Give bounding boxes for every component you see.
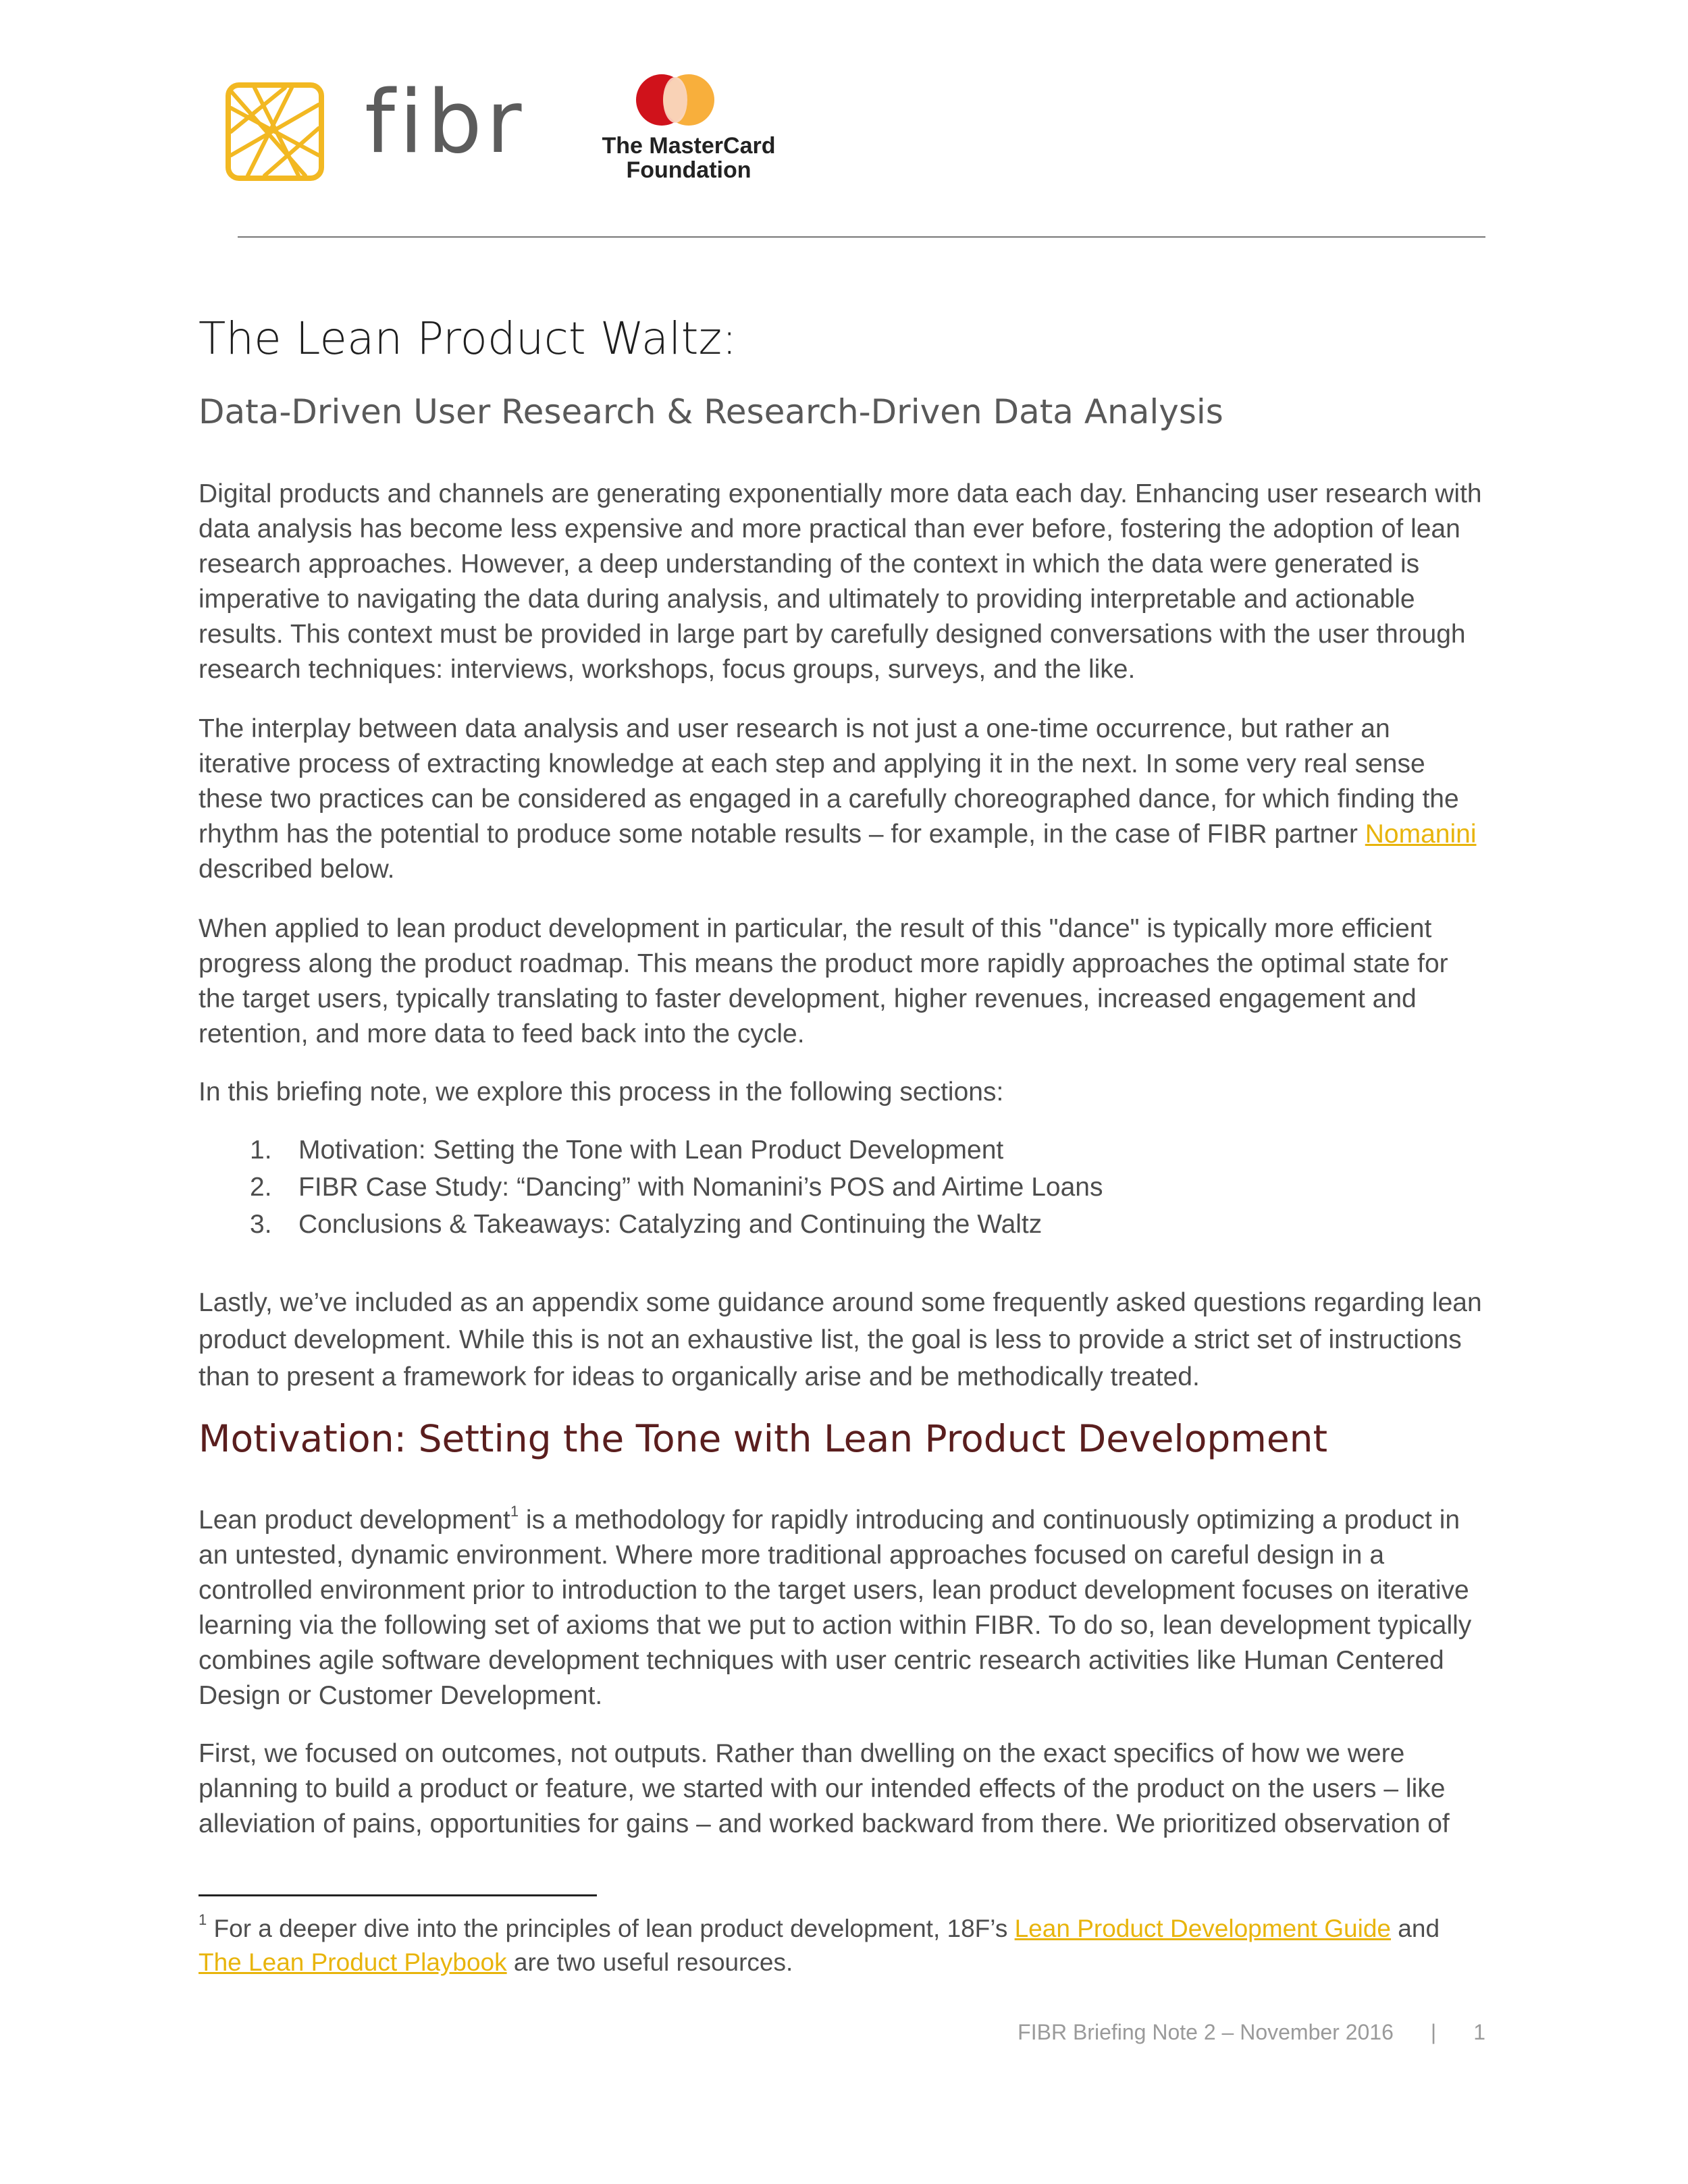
intro-paragraph-1: Digital products and channels are generating exponentially more data each day. Enhancing user research with data analysis has become less expensive and more practical than ever before, fostering the adoption of lean research approaches. However, a deep understanding of the context in which the data were generated is imperative to navigating the data during analysis, and ultimately to providing interpretable and actionable results. This context must be provided in large part by carefully designed conversations with the user through research techniques: interviews, workshops, focus groups, surveys, and the like.	[199, 479, 1482, 684]
motivation-paragraph-1	[199, 1503, 1488, 1713]
list-item-text: FIBR Case Study: “Dancing” with Nomanini’s POS and Airtime Loans	[298, 1173, 1103, 1202]
lean-product-playbook-link[interactable]: The Lean Product Playbook	[199, 1948, 507, 1976]
list-item-number: 1.	[250, 1136, 272, 1165]
intro-paragraph-4: In this briefing note, we explore this process in the following sections:	[199, 1077, 1004, 1107]
list-item	[250, 1206, 1103, 1243]
footnote-text-start: For a deeper dive into the principles of lean product development, 18F’s	[207, 1915, 1015, 1942]
page-footer	[878, 2020, 1485, 2045]
footer-separator: |	[1430, 2020, 1437, 2044]
page-number: 1	[1473, 2020, 1485, 2044]
list-item	[250, 1131, 1103, 1169]
motivation-paragraph-1-rest: is a methodology for rapidly introducing and continuously optimizing a product in an untested, dynamic environment. Where more traditional approaches focused on careful design in a controlled environment prior to introduction to the target users, lean product development focuses on iterative learning via the following set of axioms that we put to action within FIBR. To do so, lean development typically combines agile software development techniques with user centric research activities like Human Centered Design or Customer Development.	[199, 1506, 1472, 1710]
list-item-text: Motivation: Setting the Tone with Lean Product Development	[298, 1136, 1004, 1165]
list-item-number: 2.	[250, 1173, 272, 1202]
document-subtitle: Data-Driven User Research & Research-Driven Data Analysis	[199, 392, 1223, 431]
fibr-logo-icon	[224, 81, 325, 182]
intro-paragraph-2-end: described below.	[199, 855, 395, 884]
fibr-wordmark: fibr	[365, 72, 526, 173]
footnote-text-middle: and	[1391, 1915, 1440, 1942]
list-item-number: 3.	[250, 1210, 272, 1239]
intro-paragraph-2	[199, 712, 1488, 887]
footnote-mark: 1	[199, 1911, 207, 1928]
intro-paragraph-3: When applied to lean product development in particular, the result of this "dance" is typically more efficient progress along the product roadmap. This means the product more rapidly approaches the optimal state for the target users, typically translating to faster development, higher revenues, increased engagement and retention, and more data to feed back into the cycle.	[199, 914, 1448, 1048]
mastercard-name-line1: The MasterCard	[602, 133, 776, 159]
intro-paragraph-2-text: The interplay between data analysis and user research is not just a one-time occurrence, but rather an iterative process of extracting knowledge at each step and applying it in the next. In some very real sense these two practices can be considered as engaged in a carefully choreographed dance, for which finding the rhythm has the potential to produce some notable results – for example, in the case of FIBR partner	[199, 714, 1459, 849]
mastercard-foundation-logo-icon	[625, 66, 726, 134]
footnote-text-end: are two useful resources.	[506, 1948, 793, 1976]
list-item	[250, 1169, 1103, 1206]
footer-label: FIBR Briefing Note 2 – November 2016	[1018, 2020, 1394, 2044]
nomanini-link[interactable]: Nomanini	[1365, 820, 1477, 849]
motivation-paragraph-1-start: Lean product development	[199, 1506, 510, 1535]
mastercard-name-line2: Foundation	[626, 157, 751, 183]
footnote	[199, 1912, 1488, 1979]
footnote-reference[interactable]: 1	[510, 1503, 519, 1520]
lean-product-development-guide-link[interactable]: Lean Product Development Guide	[1014, 1915, 1392, 1942]
section-heading-motivation: Motivation: Setting the Tone with Lean Product Development	[199, 1417, 1328, 1460]
motivation-paragraph-2: First, we focused on outcomes, not outputs. Rather than dwelling on the exact specifics of how we were planning to build a product or feature, we started with our intended effects of the product on the users – like alleviation of pains, opportunities for gains – and worked backward from there. We prioritized observation of	[199, 1739, 1450, 1838]
mastercard-foundation-name	[554, 134, 824, 182]
appendix-paragraph: Lastly, we’ve included as an appendix some guidance around some frequently asked questions regarding lean product development. While this is not an exhaustive list, the goal is less to provide a strict set of instructions than to present a framework for ideas to organically arise and be methodically treated.	[199, 1288, 1482, 1391]
header-divider	[238, 236, 1485, 238]
footnote-divider	[199, 1894, 597, 1896]
sections-list	[250, 1131, 1103, 1243]
document-title: The Lean Product Waltz:	[199, 313, 737, 365]
list-item-text: Conclusions & Takeaways: Catalyzing and Continuing the Waltz	[298, 1210, 1043, 1239]
